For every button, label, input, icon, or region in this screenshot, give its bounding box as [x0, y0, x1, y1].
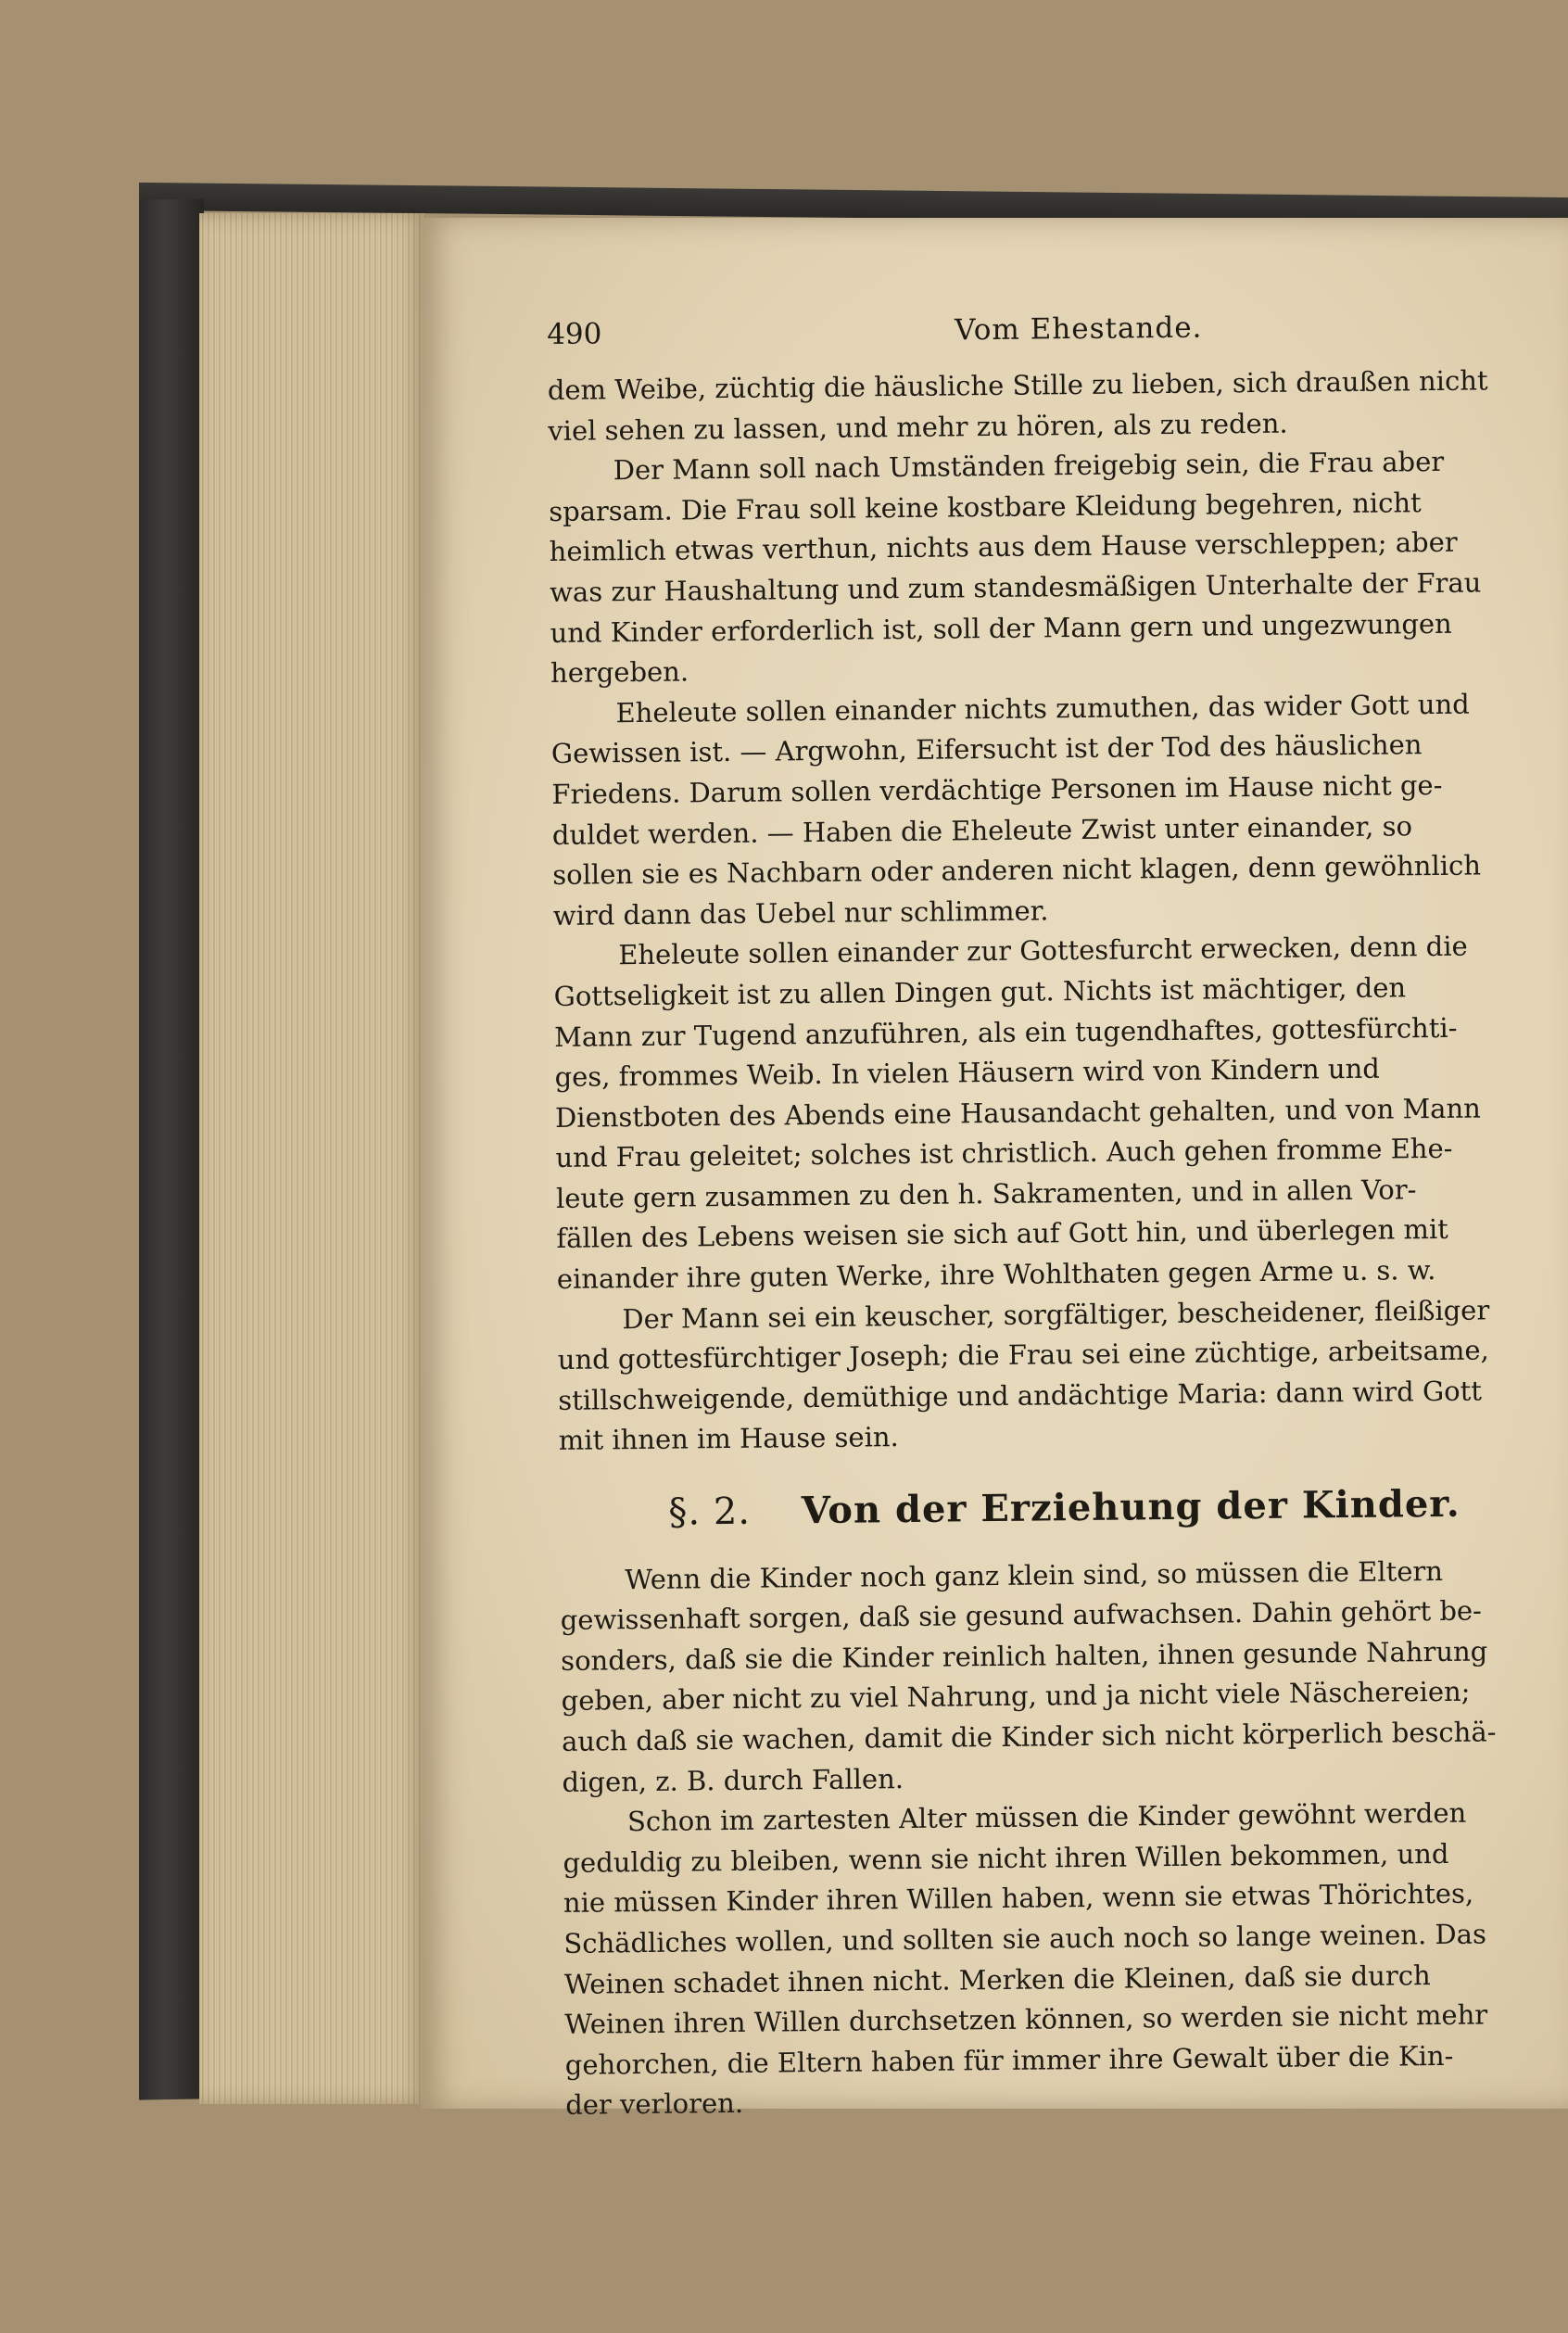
text-line: was zur Haushaltung und zum standesmäßigen Unterhalte der Frau — [549, 566, 1482, 608]
text-line: leute gern zusammen zu den h. Sakramenten, und in allen Vor- — [555, 1173, 1417, 1214]
text-line: und Frau geleitet; solches ist christlich. Auch gehen fromme Ehe- — [555, 1133, 1453, 1174]
text-line: Wenn die Kinder noch ganz klein sind, so müssen die Eltern — [625, 1554, 1444, 1595]
text-line: fällen des Lebens weisen sie sich auf Gott hin, und überlegen mit — [556, 1213, 1448, 1255]
running-title: Vom Ehestande. — [955, 311, 1203, 348]
body-text — [548, 361, 1568, 1462]
text-line: stillschweigende, demüthige und andächtige Maria: dann wird Gott — [558, 1375, 1483, 1416]
book-spine — [139, 198, 204, 2099]
section-heading — [559, 1483, 1568, 1535]
text-line: viel sehen zu lassen, und mehr zu hören, als zu reden. — [548, 407, 1288, 447]
text-line: Weinen schadet ihnen nicht. Merken die Kleinen, daß sie durch — [563, 1959, 1431, 2000]
page-edges — [199, 213, 426, 2104]
text-line: Dienstboten des Abends eine Hausandacht gehalten, und von Mann — [554, 1092, 1482, 1134]
page-number: 490 — [547, 317, 602, 351]
section-text — [560, 1550, 1568, 2126]
text-line: digen, z. B. durch Fallen. — [562, 1762, 904, 1798]
text-line: und gottesfürchtiger Joseph; die Frau sei eine züchtige, arbeitsame, — [557, 1334, 1489, 1376]
text-line: heimlich etwas verthun, nichts aus dem Hause verschleppen; aber — [549, 526, 1458, 568]
text-line: sollen sie es Nachbarn oder anderen nicht klagen, denn gewöhnlich — [552, 849, 1482, 892]
section-title: Von der Erziehung der Kinder. — [801, 1481, 1461, 1533]
text-line: Schädliches wollen, und sollten sie auch noch so lange weinen. Das — [563, 1918, 1487, 1959]
text-line: geduldig zu bleiben, wenn sie nicht ihren Willen bekommen, und — [563, 1837, 1449, 1879]
text-line: hergeben. — [550, 655, 689, 690]
page-text — [547, 305, 1568, 2126]
text-line: gewissenhaft sorgen, daß sie gesund aufwachsen. Dahin gehört be- — [560, 1594, 1483, 1637]
text-line: Der Mann soll nach Umständen freigebig sein, die Frau aber — [613, 446, 1445, 487]
text-line: auch daß sie wachen, damit die Kinder sich nicht körperlich beschä- — [561, 1716, 1497, 1757]
text-line: einander ihre guten Werke, ihre Wohlthaten gegen Arme u. s. w. — [556, 1254, 1436, 1296]
text-line: Weinen ihren Willen durchsetzen können, so werden sie nicht mehr — [564, 1998, 1488, 2041]
text-line: Mann zur Tugend anzuführen, als ein tugendhaftes, gottesfürchti- — [553, 1011, 1458, 1053]
text-line: Friedens. Darum sollen verdächtige Personen im Hause nicht ge- — [551, 768, 1443, 810]
text-line: geben, aber nicht zu viel Nahrung, und ja nicht viele Näschereien; — [561, 1676, 1471, 1718]
text-line: gehorchen, die Eltern haben für immer ihre Gewalt über die Kin- — [564, 2039, 1454, 2081]
text-line: Der Mann sei ein keuscher, sorgfältiger, bescheidener, fleißiger — [622, 1294, 1490, 1335]
text-line: Gewissen ist. — Argwohn, Eifersucht ist der Tod des häuslichen — [550, 729, 1423, 770]
text-line: Eheleute sollen einander nichts zumuthen, das wider Gott und — [615, 688, 1470, 729]
text-line: und Kinder erforderlich ist, soll der Mann gern und ungezwungen — [550, 607, 1452, 649]
text-line: Eheleute sollen einander zur Gottesfurcht erwecken, denn die — [618, 930, 1468, 971]
text-line: Gottseligkeit ist zu allen Dingen gut. Nichts ist mächtiger, den — [553, 971, 1407, 1012]
text-line: wird dann das Uebel nur schlimmer. — [552, 894, 1049, 932]
text-line: Schon im zartesten Alter müssen die Kinder gewöhnt werden — [626, 1796, 1467, 1838]
text-line: dem Weibe, züchtig die häusliche Stille zu lieben, sich draußen nicht — [547, 364, 1488, 406]
text-line: sonders, daß sie die Kinder reinlich halten, ihnen gesunde Nahrung — [561, 1635, 1488, 1677]
text-line: duldet werden. — Haben die Eheleute Zwist unter einander, so — [551, 809, 1413, 851]
text-line: der verloren. — [565, 2087, 744, 2122]
text-line: ges, frommes Weib. In vielen Häusern wird von Kindern und — [554, 1052, 1381, 1094]
section-number: §. 2. — [668, 1490, 752, 1534]
text-line: mit ihnen im Hause sein. — [558, 1421, 899, 1457]
running-header — [547, 305, 1558, 371]
text-line: sparsam. Die Frau soll keine kostbare Kleidung begehren, nicht — [549, 486, 1422, 527]
text-line: nie müssen Kinder ihren Willen haben, wenn sie etwas Thörichtes, — [563, 1877, 1474, 1920]
